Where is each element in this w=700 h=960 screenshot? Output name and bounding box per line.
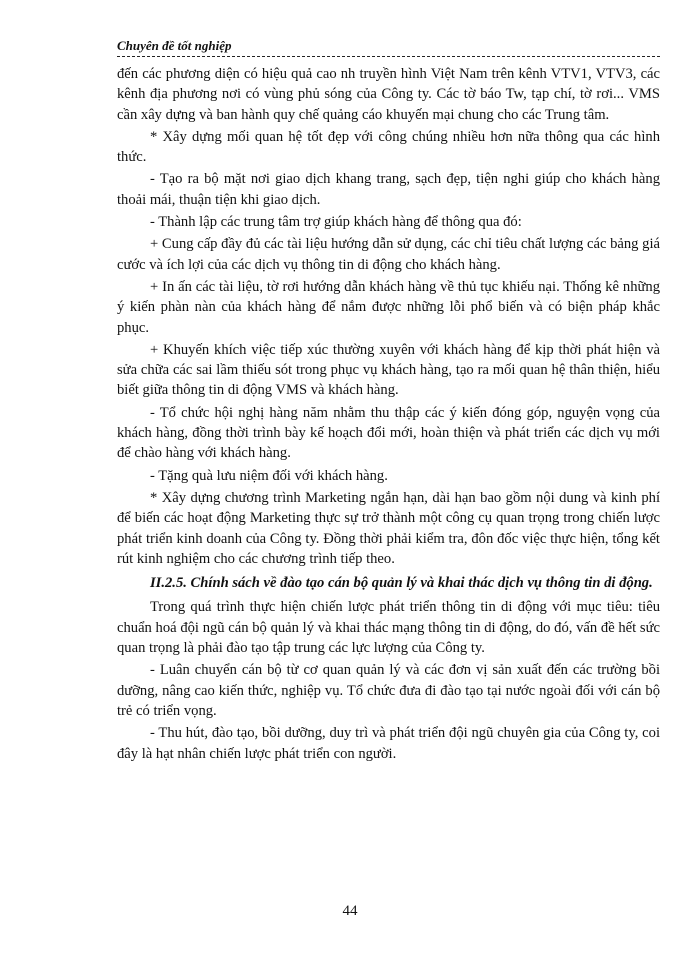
document-body bbox=[117, 64, 660, 764]
paragraph: - Thu hút, đào tạo, bồi dưỡng, duy trì và phát triển đội ngũ chuyên gia của Công ty, coi đây là hạt nhân chiến lược phát triển con người. bbox=[117, 725, 660, 762]
paragraph: - Tặng quà lưu niệm đối với khách hàng. bbox=[150, 467, 388, 484]
paragraph: - Luân chuyển cán bộ từ cơ quan quản lý và các đơn vị sản xuất đến các trường bồi dưỡng, nâng cao kiến thức, nghiệp vụ. Tổ chức đưa đi đào tạo tại nước ngoài đối với cán bộ trẻ có triển vọng. bbox=[117, 662, 660, 719]
paragraph: Trong quá trình thực hiện chiến lược phát triển thông tin di động với mục tiêu: tiêu chuẩn hoá đội ngũ cán bộ quản lý và khai thác mạng thông tin di động, do đó, vấn đề hết sức quan trọng là phải đào tạo tập trung các lực lượng của Công ty. bbox=[117, 599, 660, 657]
paragraph: - Tạo ra bộ mặt nơi giao dịch khang trang, sạch đẹp, tiện nghi giúp cho khách hàng thoải mái, thuận tiện khi giao dịch. bbox=[117, 171, 660, 208]
paragraph: * Xây dựng mối quan hệ tốt đẹp với công chúng nhiều hơn nữa thông qua các hình thức. bbox=[117, 128, 660, 166]
paragraph: - Tổ chức hội nghị hàng năm nhằm thu thập các ý kiến đóng góp, nguyện vọng của khách hàng, đồng thời trình bày kế hoạch đổi mới, hoàn thiện và phát triển các dịch vụ mới để chào hàng với khách hàng. bbox=[117, 404, 660, 462]
page-header bbox=[117, 38, 660, 60]
paragraph: * Xây dựng chương trình Marketing ngắn hạn, dài hạn bao gồm nội dung và kinh phí để biến các hoạt động Marketing thực sự trở thành một công cụ quan trọng trong chiến lược phát triển kinh doanh của Công ty. Đồng thời phải kiểm tra, đôn đốc việc thực hiện, tổng kết rút kinh nghiệm cho các chương trình tiếp theo. bbox=[117, 489, 660, 567]
page-number: 44 bbox=[342, 903, 358, 919]
paragraph: - Thành lập các trung tâm trợ giúp khách hàng để thông qua đó: bbox=[150, 214, 522, 231]
paragraph: + Cung cấp đầy đủ các tài liệu hướng dẫn sử dụng, các chỉ tiêu chất lượng các bảng giá cước và ích lợi của các dịch vụ thông tin di động cho khách hàng. bbox=[117, 236, 660, 273]
header-dashed-rule bbox=[117, 56, 660, 57]
header-title: Chuyên đề tốt nghiệp bbox=[117, 38, 232, 53]
section-heading: II.2.5. Chính sách về đào tạo cán bộ quản lý và khai thác dịch vụ thông tin di động. bbox=[150, 575, 653, 592]
paragraph: đến các phương diện có hiệu quả cao nh truyền hình Việt Nam trên kênh VTV1, VTV3, các kênh địa phương nơi có vùng phủ sóng của Công ty. Các tờ báo Tw, tạp chí, tờ rơi... VMS cần xây dựng và ban hành quy chế quảng cáo khuyến mại chung cho các Trung tâm. bbox=[117, 66, 660, 123]
paragraph: + In ấn các tài liệu, tờ rơi hướng dẫn khách hàng về thủ tục khiếu nại. Thống kê những ý kiến phàn nàn của khách hàng để nắm được những lỗi phổ biến và có biện pháp khắc phục. bbox=[117, 278, 660, 336]
paragraph: + Khuyến khích việc tiếp xúc thường xuyên với khách hàng để kịp thời phát hiện và sửa chữa các sai lầm thiếu sót trong phục vụ khách hàng, tạo ra mối quan hệ thân thiện, hiểu biết giữa thông tin di động VMS và khách hàng. bbox=[117, 341, 660, 399]
